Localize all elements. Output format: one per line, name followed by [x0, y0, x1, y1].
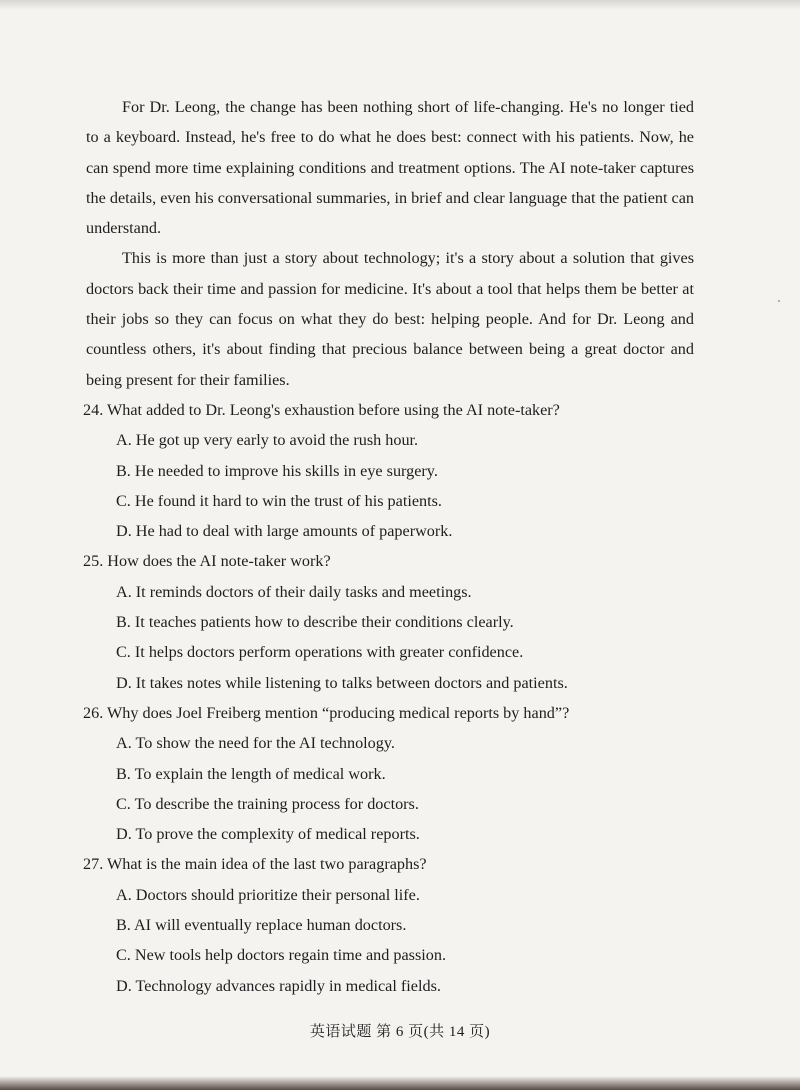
exam-page-content	[83, 92, 694, 1001]
page-bottom-edge	[0, 1076, 800, 1090]
question-27-option-d: D. Technology advances rapidly in medical fields.	[116, 976, 441, 995]
question-24-option-d: D. He had to deal with large amounts of paperwork.	[116, 522, 453, 541]
question-25-options	[86, 577, 694, 698]
question-24-stem: 24. What added to Dr. Leong's exhaustion before using the AI note-taker?	[83, 400, 560, 419]
page-top-edge	[0, 0, 800, 10]
question-25-option-b: B. It teaches patients how to describe their conditions clearly.	[116, 613, 514, 632]
question-27	[83, 849, 694, 1000]
question-26	[83, 698, 694, 849]
question-26-stem: 26. Why does Joel Freiberg mention “producing medical reports by hand”?	[83, 703, 570, 722]
question-26-options	[86, 728, 694, 849]
question-26-option-c: C. To describe the training process for doctors.	[116, 794, 419, 813]
question-27-option-b: B. AI will eventually replace human doctors.	[116, 916, 407, 935]
question-26-option-a: A. To show the need for the AI technology.	[116, 734, 395, 753]
question-25-option-a: A. It reminds doctors of their daily tasks and meetings.	[116, 582, 472, 601]
question-24-option-b: B. He needed to improve his skills in eye surgery.	[116, 461, 438, 480]
question-26-option-d: D. To prove the complexity of medical reports.	[116, 825, 420, 844]
question-25-stem: 25. How does the AI note-taker work?	[83, 552, 331, 571]
question-27-option-a: A. Doctors should prioritize their personal life.	[116, 885, 420, 904]
question-25-option-d: D. It takes notes while listening to talks between doctors and patients.	[116, 673, 568, 692]
page-footer: 英语试题 第 6 页(共 14 页)	[309, 1024, 491, 1040]
question-24-options	[86, 425, 694, 546]
scan-speck	[778, 300, 780, 302]
question-27-options	[86, 880, 694, 1001]
question-25-option-c: C. It helps doctors perform operations with greater confidence.	[116, 643, 524, 662]
question-24-option-a: A. He got up very early to avoid the rush hour.	[116, 431, 419, 450]
passage-paragraph-1: For Dr. Leong, the change has been nothing short of life-changing. He's no longer tied to a keyboard. Instead, he's free to do what he does best: connect with his patients. Now, he can spend more time explaining conditions and treatment options. The AI note-taker captures the details, even his conversational summaries, in brief and clear language that the patient can understand.	[86, 98, 694, 238]
question-25	[83, 546, 694, 697]
question-27-stem: 27. What is the main idea of the last two paragraphs?	[83, 855, 427, 874]
question-27-option-c: C. New tools help doctors regain time and passion.	[116, 946, 446, 965]
question-24-option-c: C. He found it hard to win the trust of his patients.	[116, 491, 442, 510]
question-24	[83, 395, 694, 546]
question-26-option-b: B. To explain the length of medical work.	[116, 764, 386, 783]
passage-paragraph-2: This is more than just a story about technology; it's a story about a solution that gives doctors back their time and passion for medicine. It's about a tool that helps them be better at their jobs so they can focus on what they do best: helping people. And for Dr. Leong and countless others, it's about finding that precious balance between being a great doctor and being present for their families.	[86, 249, 694, 389]
